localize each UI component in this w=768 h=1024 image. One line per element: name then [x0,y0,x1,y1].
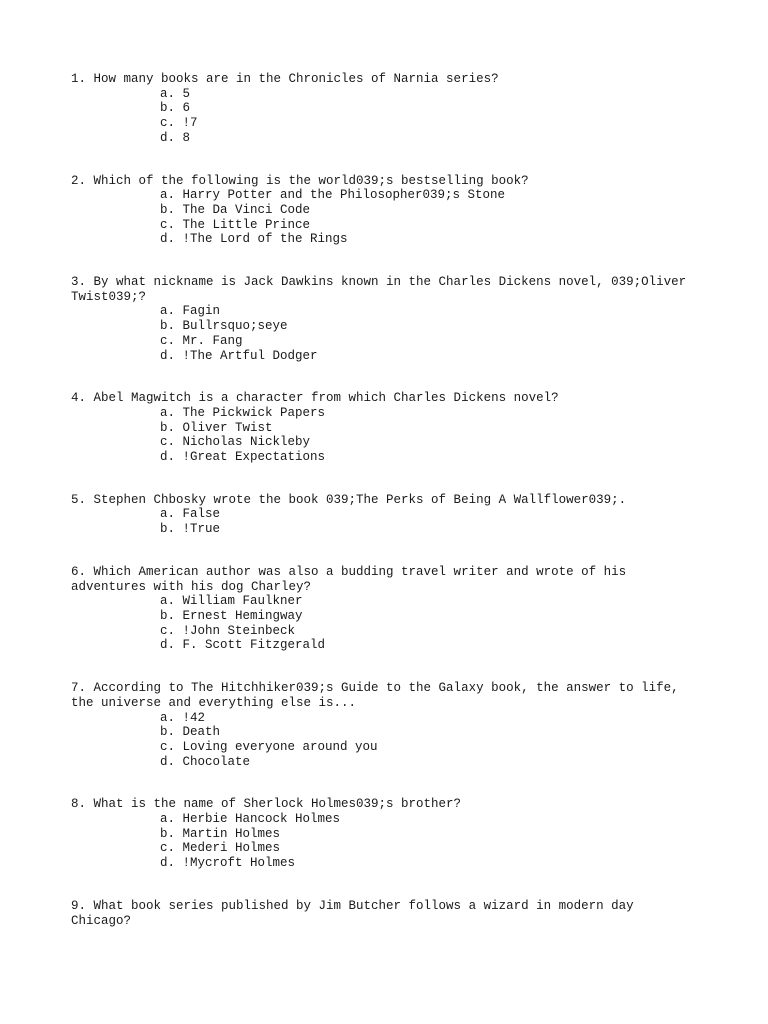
question-text: 6. Which American author was also a budding travel writer and wrote of his adventures with his dog Charley? [71,564,634,594]
answer-option: d. !The Artful Dodger [160,348,318,363]
answer-option: a. Harry Potter and the Philosopher039;s Stone [160,188,506,203]
question-block [71,72,701,146]
answer-options [71,812,701,871]
answer-options [71,304,701,363]
question-block [71,275,701,363]
question-text: 1. How many books are in the Chronicles of Narnia series? [71,72,499,86]
answer-option: a. 5 [160,86,191,101]
answer-option: c. Mederi Holmes [160,841,281,856]
question-block [71,797,701,871]
answer-option: c. !7 [160,116,198,131]
question-text: 4. Abel Magwitch is a character from which Charles Dickens novel? [71,391,559,406]
answer-option: d. 8 [160,130,191,145]
answer-options [71,188,701,247]
answer-option: b. The Da Vinci Code [160,202,311,217]
answer-option: a. False [160,507,221,522]
answer-option: b. Bullrsquo;seye [160,319,288,334]
question-text: 7. According to The Hitchhiker039;s Guide to the Galaxy book, the answer to life, the universe and everything else is... [71,681,687,710]
question-text: 5. Stephen Chbosky wrote the book 039;The Perks of Being A Wallflower039;. [71,492,627,507]
answer-options [71,711,701,770]
answer-option: d. !Great Expectations [160,450,326,465]
answer-options [71,594,701,653]
answer-option: a. !42 [160,710,206,725]
question-block [71,681,701,769]
answer-option: d. Chocolate [160,754,251,769]
answer-option: d. !Mycroft Holmes [160,856,296,871]
answer-option: d. F. Scott Fitzgerald [160,638,326,653]
answer-option: c. Nicholas Nickleby [160,435,311,450]
question-block [71,391,701,465]
answer-option: a. Fagin [160,304,221,319]
question-block [71,174,701,248]
answer-option: b. Death [160,725,221,740]
answer-option: c. !John Steinbeck [160,623,296,638]
question-text: 8. What is the name of Sherlock Holmes039;s brother? [71,797,462,812]
quiz-document [71,72,701,956]
answer-options [71,406,701,465]
answer-option: b. Martin Holmes [160,826,281,841]
answer-option: b. Ernest Hemingway [160,608,303,623]
answer-option: c. Mr. Fang [160,333,243,348]
answer-option: b. Oliver Twist [160,420,273,435]
question-text: 2. Which of the following is the world039;s bestselling book? [71,173,529,188]
answer-option: d. !The Lord of the Rings [160,232,348,247]
question-text: 3. By what nickname is Jack Dawkins known in the Charles Dickens novel, 039;Oliver Twist039;? [71,275,694,304]
answer-option: a. The Pickwick Papers [160,405,326,420]
answer-option: b. 6 [160,101,191,116]
answer-option: a. William Faulkner [160,594,303,609]
answer-option: a. Herbie Hancock Holmes [160,812,341,827]
question-text: 9. What book series published by Jim Butcher follows a wizard in modern day Chicago? [71,898,642,928]
answer-options [71,87,701,146]
answer-option: c. The Little Prince [160,217,311,232]
answer-option: b. !True [160,522,221,537]
answer-options [71,507,701,536]
question-block [71,493,701,537]
question-block [71,565,701,653]
question-block [71,899,701,928]
answer-option: c. Loving everyone around you [160,739,378,754]
